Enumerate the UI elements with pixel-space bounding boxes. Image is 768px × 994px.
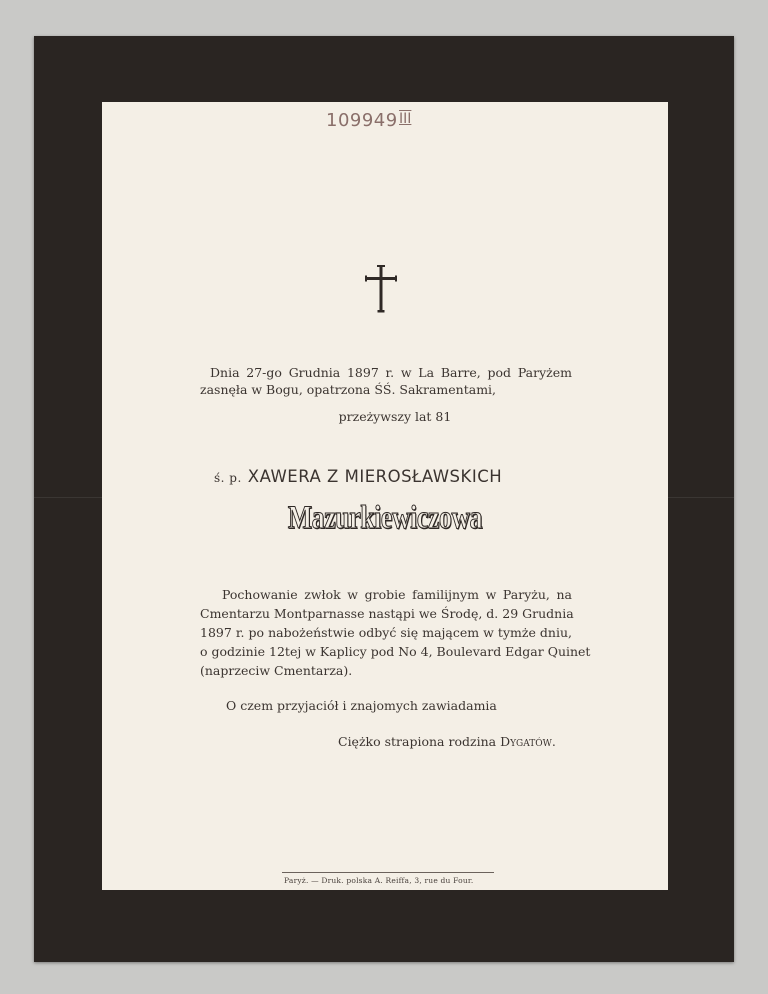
age-text: przeżywszy lat 81: [338, 409, 452, 424]
surname-heading: Mazurkiewiczowa: [287, 500, 483, 536]
printer-rule: [282, 872, 494, 873]
burial-line: Pochowanie zwłok w grobie familijnym w Paryżu, na: [222, 587, 572, 602]
printer-imprint: Paryż. — Druk. polska A. Reiffa, 3, rue du Four.: [284, 876, 474, 885]
intro-line: zasnęła w Bogu, opatrzona ŚŚ. Sakramentami,: [200, 382, 497, 397]
family-prefix: Ciężko strapiona rodzina: [338, 734, 497, 749]
fold-crease-right: [668, 497, 734, 498]
age-line: [102, 409, 668, 424]
death-announcement: [200, 364, 572, 398]
given-name: XAWERA Z MIEROSŁAWSKICH: [247, 467, 503, 486]
name-prefix: ś. p.: [214, 471, 242, 485]
burial-details: [200, 585, 591, 680]
family-signature: [338, 734, 556, 749]
fold-crease-left: [34, 497, 102, 498]
family-name: Dygatów.: [500, 734, 556, 749]
burial-line: 1897 r. po nabożeństwie odbyć się mającem w tymże dniu,: [200, 625, 572, 640]
burial-line: (naprzeciw Cmentarza).: [200, 663, 353, 678]
notice-line: O czem przyjaciół i znajomych zawiadamia: [226, 698, 497, 713]
inventory-number: 109949: [326, 110, 398, 131]
burial-line: Cmentarzu Montparnasse nastąpi we Środę, d. 29 Grudnia: [200, 606, 574, 621]
inventory-suffix: III: [399, 111, 412, 127]
deceased-name: [214, 467, 502, 486]
burial-line: o godzinie 12tej w Kaplicy pod No 4, Boulevard Edgar Quinet: [200, 644, 591, 659]
obituary-card: [102, 102, 668, 890]
intro-line: Dnia 27-go Grudnia 1897 r. w La Barre, pod Paryżem: [210, 365, 572, 380]
latin-cross-icon: [364, 264, 398, 314]
